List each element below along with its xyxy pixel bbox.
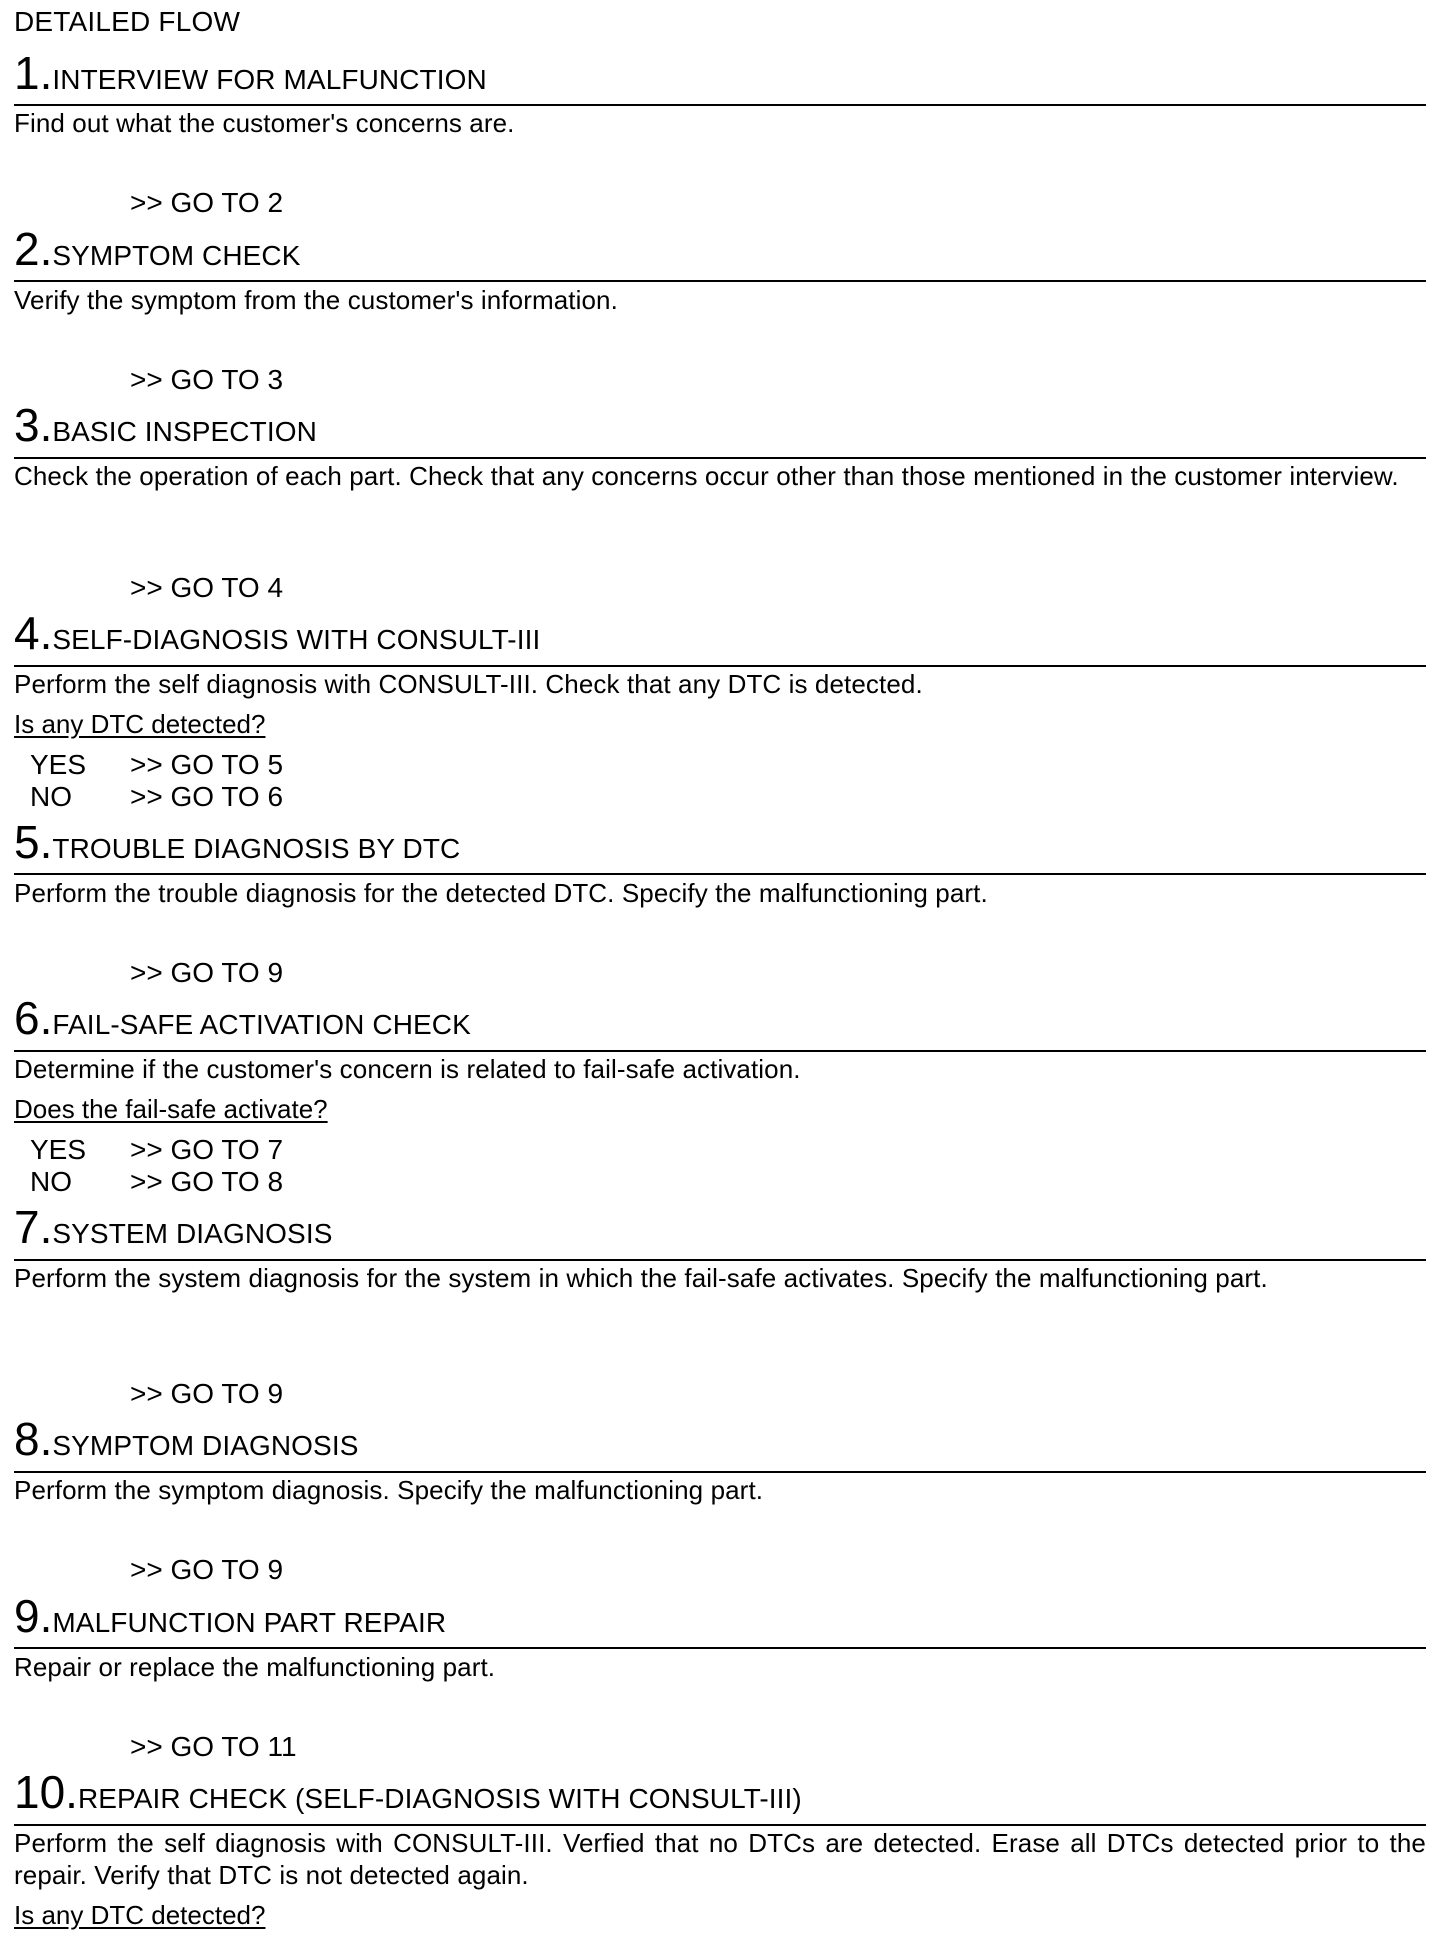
step-6-number: 6. — [14, 992, 53, 1044]
step-8-title: SYMPTOM DIAGNOSIS — [52, 1430, 359, 1461]
step-7-description: Perform the system diagnosis for the system in which the fail-safe activates. Specify the malfunctioning part. — [14, 1263, 1268, 1293]
step-5-heading — [14, 815, 460, 869]
step-10-divider — [14, 1824, 1426, 1826]
step-7-title: SYSTEM DIAGNOSIS — [52, 1218, 333, 1249]
step-6-yes-label: YES — [30, 1134, 87, 1165]
step-7-divider — [14, 1259, 1426, 1261]
step-8-description: Perform the symptom diagnosis. Specify the malfunctioning part. — [14, 1475, 764, 1505]
step-8-number: 8. — [14, 1413, 53, 1465]
step-1-heading — [14, 46, 487, 100]
step-5-description: Perform the trouble diagnosis for the detected DTC. Specify the malfunctioning part. — [14, 878, 988, 908]
step-6-title: FAIL-SAFE ACTIVATION CHECK — [52, 1009, 471, 1040]
step-2-heading — [14, 222, 301, 276]
step-6-divider — [14, 1050, 1426, 1052]
step-8-heading — [14, 1412, 359, 1466]
step-6-no-goto-link[interactable]: >> GO TO 8 — [130, 1166, 284, 1197]
step-10-question: Is any DTC detected? — [14, 1900, 266, 1930]
step-6-description: Determine if the customer's concern is related to fail-safe activation. — [14, 1054, 801, 1084]
step-5-title: TROUBLE DIAGNOSIS BY DTC — [52, 833, 461, 864]
step-4-description: Perform the self diagnosis with CONSULT-III. Check that any DTC is detected. — [14, 669, 923, 699]
step-2-title: SYMPTOM CHECK — [52, 240, 301, 271]
step-10-heading — [14, 1765, 802, 1819]
step-5-divider — [14, 873, 1426, 875]
step-3-description: Check the operation of each part. Check that any concerns occur other than those mentioned in the customer interview. — [14, 461, 1399, 491]
step-9-divider — [14, 1647, 1426, 1649]
step-4-heading — [14, 606, 540, 660]
step-1-number: 1. — [14, 47, 53, 99]
step-9-heading — [14, 1589, 446, 1643]
step-4-number: 4. — [14, 607, 53, 659]
step-9-number: 9. — [14, 1590, 53, 1642]
step-1-title: INTERVIEW FOR MALFUNCTION — [52, 64, 487, 95]
step-10-number: 10. — [14, 1766, 78, 1818]
step-1-description: Find out what the customer's concerns are. — [14, 108, 515, 138]
step-10-title: REPAIR CHECK (SELF-DIAGNOSIS WITH CONSULT-III) — [77, 1783, 802, 1814]
step-3-heading — [14, 398, 317, 452]
step-2-number: 2. — [14, 223, 53, 275]
step-7-number: 7. — [14, 1201, 53, 1253]
step-4-yes-goto-link[interactable]: >> GO TO 5 — [130, 749, 284, 780]
step-2-description: Verify the symptom from the customer's information. — [14, 285, 618, 315]
step-6-no-label: NO — [30, 1166, 72, 1197]
step-5-number: 5. — [14, 816, 53, 868]
step-4-no-label: NO — [30, 781, 72, 812]
step-7-goto-link[interactable]: >> GO TO 9 — [130, 1378, 284, 1409]
step-6-heading — [14, 991, 471, 1045]
step-3-goto-link[interactable]: >> GO TO 4 — [130, 572, 284, 603]
step-9-goto-link[interactable]: >> GO TO 11 — [130, 1731, 297, 1762]
step-2-divider — [14, 280, 1426, 282]
step-6-question: Does the fail-safe activate? — [14, 1094, 328, 1124]
step-1-divider — [14, 104, 1426, 106]
step-4-no-goto-link[interactable]: >> GO TO 6 — [130, 781, 284, 812]
step-10-description: Perform the self diagnosis with CONSULT-III. Verfied that no DTCs are detected. Erase all DTCs detected prior to the repair. Verify that DTC is not detected again. — [14, 1828, 1426, 1890]
step-4-title: SELF-DIAGNOSIS WITH CONSULT-III — [52, 624, 541, 655]
step-9-description: Repair or replace the malfunctioning part. — [14, 1652, 496, 1682]
page-title: DETAILED FLOW — [14, 6, 241, 37]
step-5-goto-link[interactable]: >> GO TO 9 — [130, 957, 284, 988]
step-1-goto-link[interactable]: >> GO TO 2 — [130, 187, 284, 218]
step-4-yes-label: YES — [30, 749, 87, 780]
step-7-heading — [14, 1200, 332, 1254]
step-3-title: BASIC INSPECTION — [52, 416, 317, 447]
step-4-question: Is any DTC detected? — [14, 709, 266, 739]
step-4-divider — [14, 665, 1426, 667]
step-6-yes-goto-link[interactable]: >> GO TO 7 — [130, 1134, 284, 1165]
step-3-number: 3. — [14, 399, 53, 451]
step-8-divider — [14, 1471, 1426, 1473]
step-8-goto-link[interactable]: >> GO TO 9 — [130, 1554, 284, 1585]
step-3-divider — [14, 457, 1426, 459]
step-2-goto-link[interactable]: >> GO TO 3 — [130, 364, 284, 395]
step-9-title: MALFUNCTION PART REPAIR — [52, 1607, 447, 1638]
